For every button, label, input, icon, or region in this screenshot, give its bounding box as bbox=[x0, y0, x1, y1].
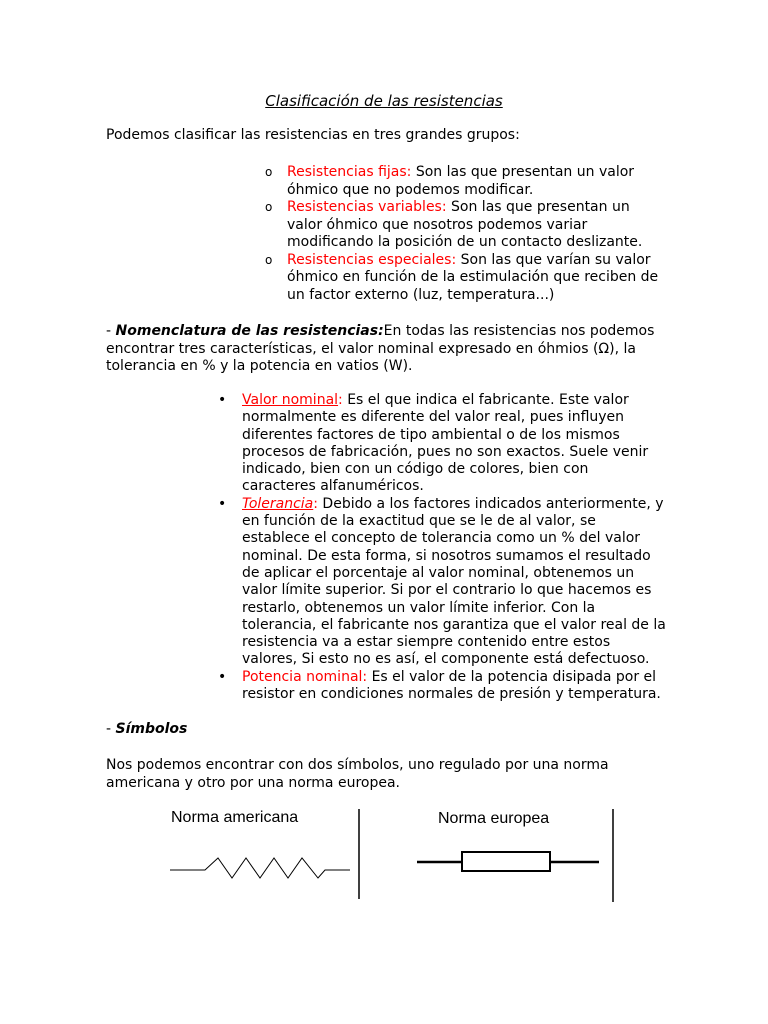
resistance-groups-list bbox=[265, 164, 665, 304]
nomenclatura-text: En todas las resistencias nos podemos encontrar tres características, el valor nominal expresado en óhmios (Ω), la tolerancia en % y la potencia en vatios (W). bbox=[106, 323, 655, 374]
section-dash: - bbox=[106, 323, 116, 339]
simbolos-heading-line bbox=[106, 721, 666, 739]
circle-bullet-icon: o bbox=[265, 252, 273, 267]
american-symbol-label: Norma americana bbox=[171, 809, 299, 826]
list-item-term: Potencia nominal: bbox=[242, 668, 368, 685]
european-symbol-label: Norma europea bbox=[438, 810, 550, 827]
list-item bbox=[218, 669, 666, 704]
list-item-term: Valor nominal bbox=[242, 392, 339, 408]
list-item-term: Tolerancia bbox=[242, 495, 314, 512]
page-title: Clasificación de las resistencias bbox=[265, 92, 503, 110]
resistor-symbols-figure bbox=[0, 800, 768, 910]
list-item bbox=[218, 496, 666, 669]
circle-bullet-icon: o bbox=[265, 165, 273, 179]
list-item bbox=[265, 252, 665, 305]
section-heading-simbolos: Símbolos bbox=[115, 721, 188, 737]
bullet-icon: • bbox=[218, 495, 227, 512]
circle-bullet-icon: o bbox=[265, 200, 273, 214]
list-item-term: Resistencias especiales: bbox=[287, 251, 457, 268]
section-dash: - bbox=[106, 721, 116, 737]
list-item-separator: : bbox=[313, 495, 318, 512]
nomenclatura-paragraph bbox=[106, 323, 666, 376]
list-item bbox=[265, 199, 665, 252]
list-item-text: Son las que presentan un valor óhmico que nosotros podemos variar modificando la posición de un contacto deslizante. bbox=[287, 199, 643, 250]
list-item bbox=[218, 392, 666, 496]
list-item bbox=[265, 164, 665, 199]
simbolos-paragraph: Nos podemos encontrar con dos símbolos, uno regulado por una norma americana y otro por una norma europea. bbox=[106, 757, 609, 791]
list-item-text: Son las que presentan un valor óhmico que no podemos modificar. bbox=[287, 164, 635, 198]
list-item-text: Es el valor de la potencia disipada por el resistor en condiciones normales de presión y temperatura. bbox=[242, 668, 661, 703]
european-resistor-symbol bbox=[462, 852, 550, 871]
bullet-icon: • bbox=[218, 668, 227, 685]
list-item-separator: : bbox=[338, 392, 343, 408]
list-item-text: Son las que varían su valor óhmico en función de la estimulación que reciben de un factor externo (luz, temperatura...) bbox=[287, 251, 659, 303]
bullet-icon: • bbox=[218, 392, 227, 408]
section-heading-nomenclatura: Nomenclatura de las resistencias: bbox=[115, 323, 384, 339]
american-resistor-symbol bbox=[170, 858, 350, 878]
intro-paragraph: Podemos clasificar las resistencias en tres grandes grupos: bbox=[106, 127, 520, 143]
characteristics-list bbox=[218, 392, 666, 703]
list-item-term: Resistencias fijas: bbox=[287, 164, 412, 180]
list-item-term: Resistencias variables: bbox=[287, 199, 447, 215]
list-item-text: Debido a los factores indicados anteriormente, y en función de la exactitud que se le de al valor, se establece el concepto de tolerancia como un % del valor nominal. De esta forma, si nosotros sumamos el resultado de aplicar el porcentaje al valor nominal, obtenemos un valor límite superior. Si por el contrario lo que hacemos es restarlo, obtenemos un valor límite inferior. Con la tolerancia, el fabricante nos garantiza que el valor real de la resistencia va a estar siempre contenido entre estos valores, Si esto no es así, el componente está defectuoso. bbox=[242, 495, 666, 668]
list-item-text: Es el que indica el fabricante. Este valor normalmente es diferente del valor real, pues influyen diferentes factores de tipo ambiental o de los mismos procesos de fabricación, pues no son exactos. Suele venir indicado, bien con un código de colores, bien con caracteres alfanuméricos. bbox=[242, 392, 649, 495]
